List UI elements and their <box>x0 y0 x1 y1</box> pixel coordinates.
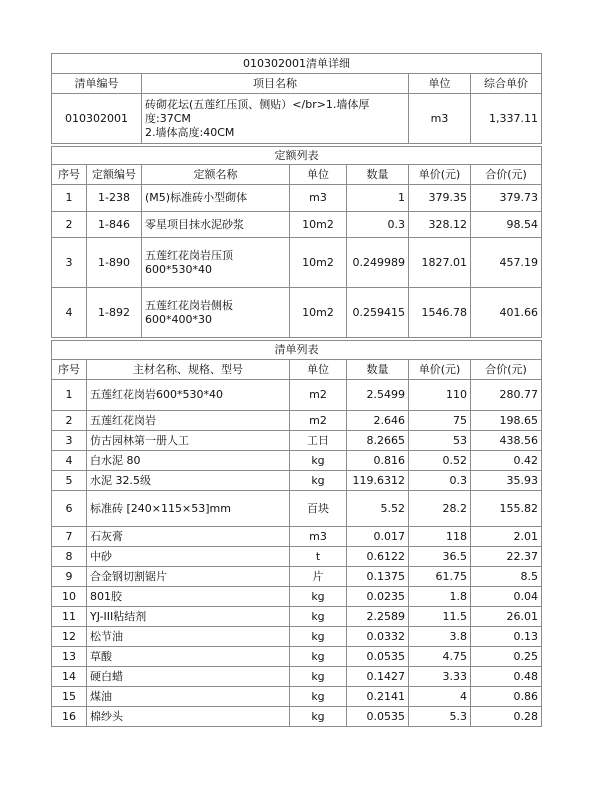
row-no: 6 <box>52 491 87 527</box>
bill-name <box>142 94 409 144</box>
row-qty: 0.3 <box>347 212 409 238</box>
table-row <box>52 587 542 607</box>
row-total: 401.66 <box>471 288 542 338</box>
row-qty: 0.249989 <box>347 238 409 288</box>
quota-section-title: 定额列表 <box>52 147 542 165</box>
row-total: 379.73 <box>471 185 542 212</box>
row-no: 1 <box>52 380 87 411</box>
row-name: 中砂 <box>87 547 290 567</box>
row-no: 10 <box>52 587 87 607</box>
row-unit: kg <box>290 451 347 471</box>
col-header-price: 综合单价 <box>471 74 542 94</box>
bill-name-line-3: 2.墙体高度:40CM <box>145 125 235 139</box>
row-price: 28.2 <box>409 491 471 527</box>
row-price: 110 <box>409 380 471 411</box>
quota-col-name: 定额名称 <box>142 165 290 185</box>
table-row <box>52 647 542 667</box>
col-header-unit: 单位 <box>409 74 471 94</box>
row-no: 8 <box>52 547 87 567</box>
materials-section-title: 清单列表 <box>52 341 542 360</box>
row-no: 16 <box>52 707 87 727</box>
row-name: 合金钢切割锯片 <box>87 567 290 587</box>
row-price: 53 <box>409 431 471 451</box>
row-price: 1.8 <box>409 587 471 607</box>
row-unit: kg <box>290 687 347 707</box>
table-row <box>52 185 542 212</box>
materials-col-unit: 单位 <box>290 360 347 380</box>
row-qty: 1 <box>347 185 409 212</box>
row-code: 1-238 <box>87 185 142 212</box>
row-no: 7 <box>52 527 87 547</box>
bill-code: 010302001 <box>52 94 142 144</box>
row-unit: m3 <box>290 527 347 547</box>
bill-name-line-2: 度:37CM <box>145 111 191 125</box>
row-total: 457.19 <box>471 238 542 288</box>
col-header-name: 项目名称 <box>142 74 409 94</box>
row-unit: 百块 <box>290 491 347 527</box>
row-price: 3.8 <box>409 627 471 647</box>
row-qty: 2.646 <box>347 411 409 431</box>
row-qty: 8.2665 <box>347 431 409 451</box>
row-total: 155.82 <box>471 491 542 527</box>
row-price: 0.52 <box>409 451 471 471</box>
row-no: 12 <box>52 627 87 647</box>
row-name <box>142 288 290 338</box>
row-price: 1546.78 <box>409 288 471 338</box>
table-row <box>52 567 542 587</box>
row-price: 1827.01 <box>409 238 471 288</box>
row-price: 328.12 <box>409 212 471 238</box>
row-name <box>142 238 290 288</box>
quota-col-code: 定额编号 <box>87 165 142 185</box>
materials-table <box>51 340 542 727</box>
row-price: 3.33 <box>409 667 471 687</box>
bill-header-table <box>51 53 542 144</box>
row-name: 标准砖 [240×115×53]mm <box>87 491 290 527</box>
table-row <box>52 707 542 727</box>
row-qty: 0.816 <box>347 451 409 471</box>
table-row <box>52 607 542 627</box>
row-name-line-2: 600*530*40 <box>145 262 212 276</box>
row-total: 0.25 <box>471 647 542 667</box>
bill-price: 1,337.11 <box>471 94 542 144</box>
row-qty: 0.017 <box>347 527 409 547</box>
row-total: 98.54 <box>471 212 542 238</box>
row-no: 1 <box>52 185 87 212</box>
row-qty: 5.52 <box>347 491 409 527</box>
row-no: 13 <box>52 647 87 667</box>
row-total: 2.01 <box>471 527 542 547</box>
row-name: 五莲红花岗岩 <box>87 411 290 431</box>
row-unit: kg <box>290 667 347 687</box>
bill-name-line-1: 砖砌花坛(五莲红压顶、侧贴）</br>1.墙体厚 <box>145 97 370 111</box>
row-no: 4 <box>52 288 87 338</box>
col-header-code: 清单编号 <box>52 74 142 94</box>
row-no: 5 <box>52 471 87 491</box>
row-code: 1-892 <box>87 288 142 338</box>
table-row <box>52 451 542 471</box>
row-name: 棉纱头 <box>87 707 290 727</box>
row-total: 26.01 <box>471 607 542 627</box>
table-row <box>52 288 542 338</box>
row-total: 0.48 <box>471 667 542 687</box>
row-name: 硬白蜡 <box>87 667 290 687</box>
row-qty: 0.2141 <box>347 687 409 707</box>
row-qty: 0.0535 <box>347 707 409 727</box>
row-name: 零星项目抹水泥砂浆 <box>142 212 290 238</box>
row-price: 4 <box>409 687 471 707</box>
row-qty: 0.0235 <box>347 587 409 607</box>
quota-col-qty: 数量 <box>347 165 409 185</box>
row-price: 11.5 <box>409 607 471 627</box>
table-row <box>52 411 542 431</box>
row-name: 白水泥 80 <box>87 451 290 471</box>
materials-col-qty: 数量 <box>347 360 409 380</box>
row-unit: kg <box>290 587 347 607</box>
quota-col-no: 序号 <box>52 165 87 185</box>
row-name: YJ-III粘结剂 <box>87 607 290 627</box>
row-name: 松节油 <box>87 627 290 647</box>
row-price: 5.3 <box>409 707 471 727</box>
row-unit: t <box>290 547 347 567</box>
row-total: 0.04 <box>471 587 542 607</box>
row-no: 15 <box>52 687 87 707</box>
table-row <box>52 380 542 411</box>
row-no: 2 <box>52 212 87 238</box>
row-unit: kg <box>290 707 347 727</box>
row-unit: kg <box>290 647 347 667</box>
quota-col-total: 合价(元) <box>471 165 542 185</box>
row-unit: 工日 <box>290 431 347 451</box>
table-row <box>52 212 542 238</box>
table-row <box>52 471 542 491</box>
row-total: 0.28 <box>471 707 542 727</box>
table-row <box>52 667 542 687</box>
row-total: 35.93 <box>471 471 542 491</box>
row-no: 3 <box>52 431 87 451</box>
row-name: 五莲红花岗岩600*530*40 <box>87 380 290 411</box>
row-price: 379.35 <box>409 185 471 212</box>
row-name: 石灰膏 <box>87 527 290 547</box>
row-qty: 0.0332 <box>347 627 409 647</box>
row-price: 61.75 <box>409 567 471 587</box>
table-row <box>52 687 542 707</box>
row-name: 801胶 <box>87 587 290 607</box>
materials-col-no: 序号 <box>52 360 87 380</box>
row-qty: 119.6312 <box>347 471 409 491</box>
row-name: 草酸 <box>87 647 290 667</box>
row-total: 280.77 <box>471 380 542 411</box>
row-qty: 2.5499 <box>347 380 409 411</box>
row-unit: 10m2 <box>290 288 347 338</box>
row-no: 9 <box>52 567 87 587</box>
row-total: 0.86 <box>471 687 542 707</box>
row-unit: 片 <box>290 567 347 587</box>
page-title: 010302001清单详细 <box>52 54 542 74</box>
row-price: 36.5 <box>409 547 471 567</box>
row-qty: 0.6122 <box>347 547 409 567</box>
row-name: (M5)标准砖小型砌体 <box>142 185 290 212</box>
row-name: 仿古园林第一册人工 <box>87 431 290 451</box>
table-row <box>52 491 542 527</box>
row-total: 198.65 <box>471 411 542 431</box>
table-row <box>52 627 542 647</box>
table-row <box>52 238 542 288</box>
quota-col-unit: 单位 <box>290 165 347 185</box>
row-unit: m3 <box>290 185 347 212</box>
row-qty: 0.1427 <box>347 667 409 687</box>
row-no: 3 <box>52 238 87 288</box>
row-total: 0.42 <box>471 451 542 471</box>
row-total: 0.13 <box>471 627 542 647</box>
row-code: 1-890 <box>87 238 142 288</box>
row-price: 0.3 <box>409 471 471 491</box>
row-unit: 10m2 <box>290 212 347 238</box>
row-unit: 10m2 <box>290 238 347 288</box>
row-unit: m2 <box>290 380 347 411</box>
materials-col-price: 单价(元) <box>409 360 471 380</box>
row-price: 75 <box>409 411 471 431</box>
row-price: 118 <box>409 527 471 547</box>
row-qty: 2.2589 <box>347 607 409 627</box>
materials-col-name: 主材名称、规格、型号 <box>87 360 290 380</box>
row-no: 11 <box>52 607 87 627</box>
row-name-line-1: 五莲红花岗岩压顶 <box>145 248 233 262</box>
quota-col-price: 单价(元) <box>409 165 471 185</box>
row-name: 煤油 <box>87 687 290 707</box>
row-unit: kg <box>290 607 347 627</box>
row-unit: kg <box>290 471 347 491</box>
row-total: 438.56 <box>471 431 542 451</box>
table-row <box>52 547 542 567</box>
row-qty: 0.259415 <box>347 288 409 338</box>
row-no: 14 <box>52 667 87 687</box>
materials-col-total: 合价(元) <box>471 360 542 380</box>
bill-unit: m3 <box>409 94 471 144</box>
table-row <box>52 527 542 547</box>
row-qty: 0.1375 <box>347 567 409 587</box>
row-qty: 0.0535 <box>347 647 409 667</box>
row-unit: kg <box>290 627 347 647</box>
row-no: 4 <box>52 451 87 471</box>
table-row <box>52 431 542 451</box>
quota-table <box>51 146 542 338</box>
row-price: 4.75 <box>409 647 471 667</box>
row-total: 8.5 <box>471 567 542 587</box>
row-name-line-1: 五莲红花岗岩侧板 <box>145 298 233 312</box>
row-unit: m2 <box>290 411 347 431</box>
row-name: 水泥 32.5级 <box>87 471 290 491</box>
row-code: 1-846 <box>87 212 142 238</box>
row-total: 22.37 <box>471 547 542 567</box>
row-no: 2 <box>52 411 87 431</box>
row-name-line-2: 600*400*30 <box>145 312 212 326</box>
